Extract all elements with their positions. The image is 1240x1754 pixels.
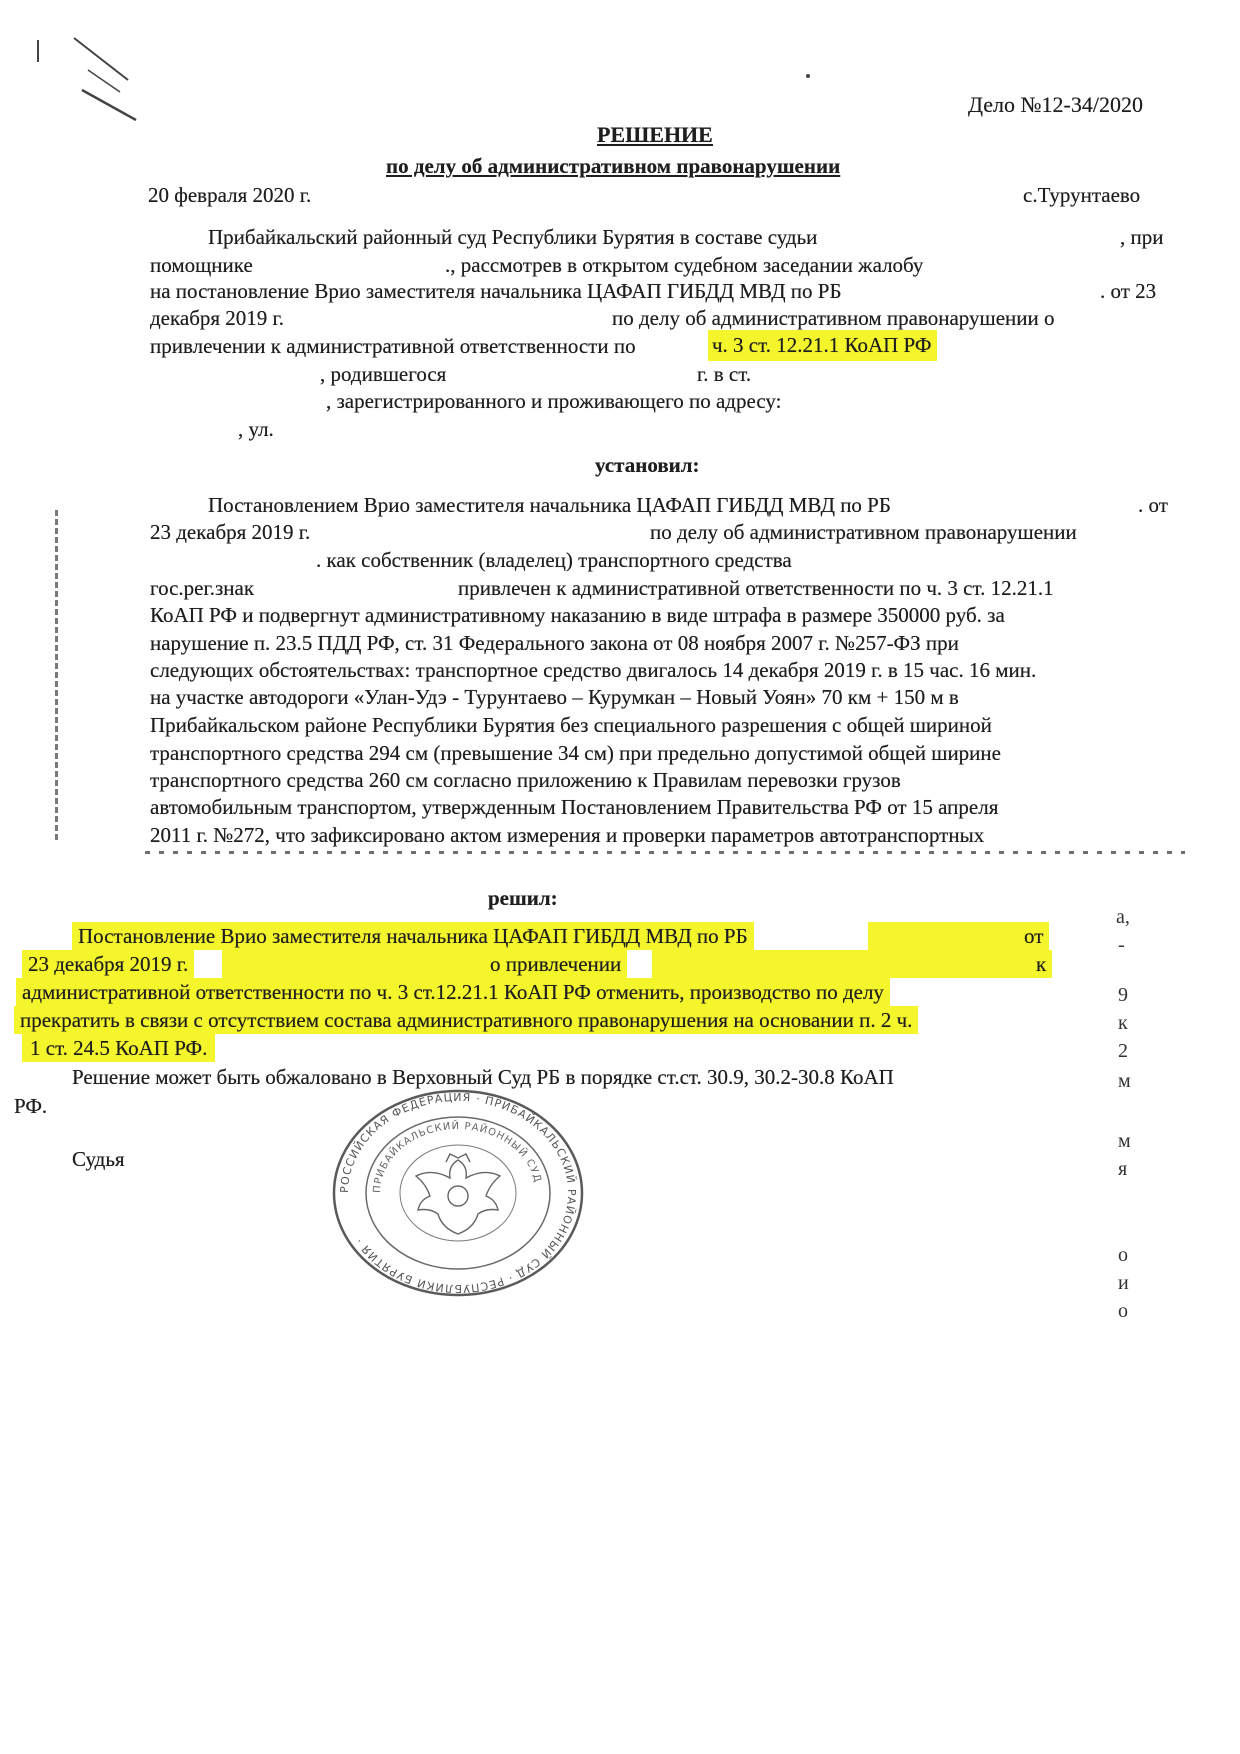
established-line-13: 2011 г. №272, что зафиксировано актом измерения и проверки параметров автотранспортных	[150, 823, 985, 847]
decided-line-4: прекратить в связи с отсутствием состава административного правонарушения на основании п. 2 ч.	[14, 1006, 918, 1034]
intro-line-8: , ул.	[238, 417, 274, 441]
decided-line-2b: о привлечении	[484, 950, 627, 978]
fold-cut-line	[145, 851, 1185, 854]
margin-glyph-2: -	[1118, 934, 1125, 956]
margin-glyph-3: 9	[1118, 984, 1128, 1006]
intro-line-1a: Прибайкальский районный суд Республики Бурятия в составе судьи	[208, 225, 818, 249]
intro-line-5a: привлечении к административной ответственности по	[150, 334, 636, 358]
margin-glyph-11: о	[1118, 1300, 1128, 1322]
decided-line-2-fill1	[222, 950, 484, 978]
decided-line-2c: к	[1030, 950, 1052, 978]
intro-line-4a: декабря 2019 г.	[150, 306, 285, 330]
intro-line-2b: ., рассмотрев в открытом судебном заседании жалобу	[445, 253, 924, 277]
intro-line-3b: . от 23	[1100, 279, 1157, 303]
established-line-5: КоАП РФ и подвергнут административному наказанию в виде штрафа в размере 350000 руб. за	[150, 603, 1005, 627]
decided-heading: решил:	[488, 886, 558, 910]
court-seal	[328, 1088, 588, 1298]
established-heading: установил:	[595, 453, 700, 477]
margin-glyph-7: м	[1118, 1130, 1131, 1152]
scan-marks	[30, 18, 140, 128]
intro-line-7: , зарегистрированного и проживающего по адресу:	[326, 389, 782, 413]
established-line-12: автомобильным транспортом, утвержденным Постановлением Правительства РФ от 15 апреля	[150, 795, 999, 819]
left-margin-mark	[55, 510, 58, 840]
margin-glyph-9: о	[1118, 1244, 1128, 1266]
established-line-2a: 23 декабря 2019 г.	[150, 520, 311, 544]
margin-glyph-6: м	[1118, 1070, 1131, 1092]
established-line-8: на участке автодороги «Улан-Удэ - Турунтаево – Курумкан – Новый Уоян» 70 км + 150 м в	[150, 685, 959, 709]
established-line-2b: по делу об административном правонарушении	[650, 520, 1077, 544]
decided-line-1b: от	[1018, 922, 1049, 950]
eagle-emblem-icon	[416, 1154, 500, 1234]
established-line-10: транспортного средства 294 см (превышение 34 см) при предельно допустимой общей ширине	[150, 741, 1001, 765]
decision-date: 20 февраля 2020 г.	[148, 183, 312, 207]
margin-glyph-4: к	[1118, 1012, 1128, 1034]
decided-line-2-fill2	[652, 950, 1030, 978]
intro-line-4b: по делу об административном правонарушении о	[612, 306, 1055, 330]
established-line-9: Прибайкальском районе Республики Бурятия без специального разрешения с общей шириной	[150, 713, 992, 737]
seal-inner-text: ПРИБАЙКАЛЬСКИЙ РАЙОННЫЙ СУД	[371, 1120, 544, 1194]
intro-line-6a: , родившегося	[320, 362, 447, 386]
intro-line-1b: , при	[1120, 225, 1164, 249]
document-subtitle: по делу об административном правонарушении	[386, 154, 841, 178]
intro-line-2a: помощнике	[150, 253, 253, 277]
established-line-1b: . от	[1138, 493, 1168, 517]
established-line-1a: Постановлением Врио заместителя начальника ЦАФАП ГИБДД МВД по РБ	[208, 493, 891, 517]
document-title: РЕШЕНИЕ	[597, 122, 713, 147]
tiny-dot	[806, 74, 810, 78]
decided-line-1a: Постановление Врио заместителя начальника ЦАФАП ГИБДД МВД по РБ	[72, 922, 754, 950]
established-line-11: транспортного средства 260 см согласно приложению к Правилам перевозки грузов	[150, 768, 901, 792]
seal-outer-text: РОССИЙСКАЯ ФЕДЕРАЦИЯ · ПРИБАЙКАЛЬСКИЙ РАЙОННЫЙ СУД · РЕСПУБЛИКИ БУРЯТИЯ ·	[337, 1090, 579, 1296]
svg-text:ПРИБАЙКАЛЬСКИЙ РАЙОННЫЙ СУД	[372, 1119, 543, 1193]
judge-signature-label: Судья	[72, 1147, 125, 1171]
decided-line-1-fill	[868, 922, 1018, 950]
decided-line-5: 1 ст. 24.5 КоАП РФ.	[22, 1034, 215, 1062]
margin-glyph-10: и	[1118, 1272, 1129, 1294]
established-line-4b: привлечен к административной ответственности по ч. 3 ст. 12.21.1	[458, 576, 1054, 600]
case-number: Дело №12-34/2020	[968, 92, 1143, 117]
established-line-3: . как собственник (владелец) транспортного средства	[316, 548, 792, 572]
intro-line-3a: на постановление Врио заместителя начальника ЦАФАП ГИБДД МВД по РБ	[150, 279, 842, 303]
decided-line-7: РФ.	[14, 1094, 48, 1118]
decided-line-6: Решение может быть обжаловано в Верховный Суд РБ в порядке ст.ст. 30.9, 30.2-30.8 КоАП	[72, 1065, 894, 1089]
margin-glyph-5: 2	[1118, 1040, 1128, 1062]
decided-line-3: административной ответственности по ч. 3 ст.12.21.1 КоАП РФ отменить, производство по делу	[16, 978, 890, 1006]
decision-place: с.Турунтаево	[1023, 183, 1141, 207]
established-line-7: следующих обстоятельствах: транспортное средство двигалось 14 декабря 2019 г. в 15 час. 16 мин.	[150, 658, 1037, 682]
decided-line-2a: 23 декабря 2019 г.	[22, 950, 194, 978]
margin-glyph-1: а,	[1116, 906, 1130, 928]
margin-glyph-8: я	[1118, 1158, 1128, 1180]
established-line-4a: гос.рег.знак	[150, 576, 255, 600]
intro-line-6b: г. в ст.	[697, 362, 752, 386]
intro-highlight-article: ч. 3 ст. 12.21.1 КоАП РФ	[708, 330, 937, 361]
established-line-6: нарушение п. 23.5 ПДД РФ, ст. 31 Федерального закона от 08 ноября 2007 г. №257-ФЗ при	[150, 631, 959, 655]
